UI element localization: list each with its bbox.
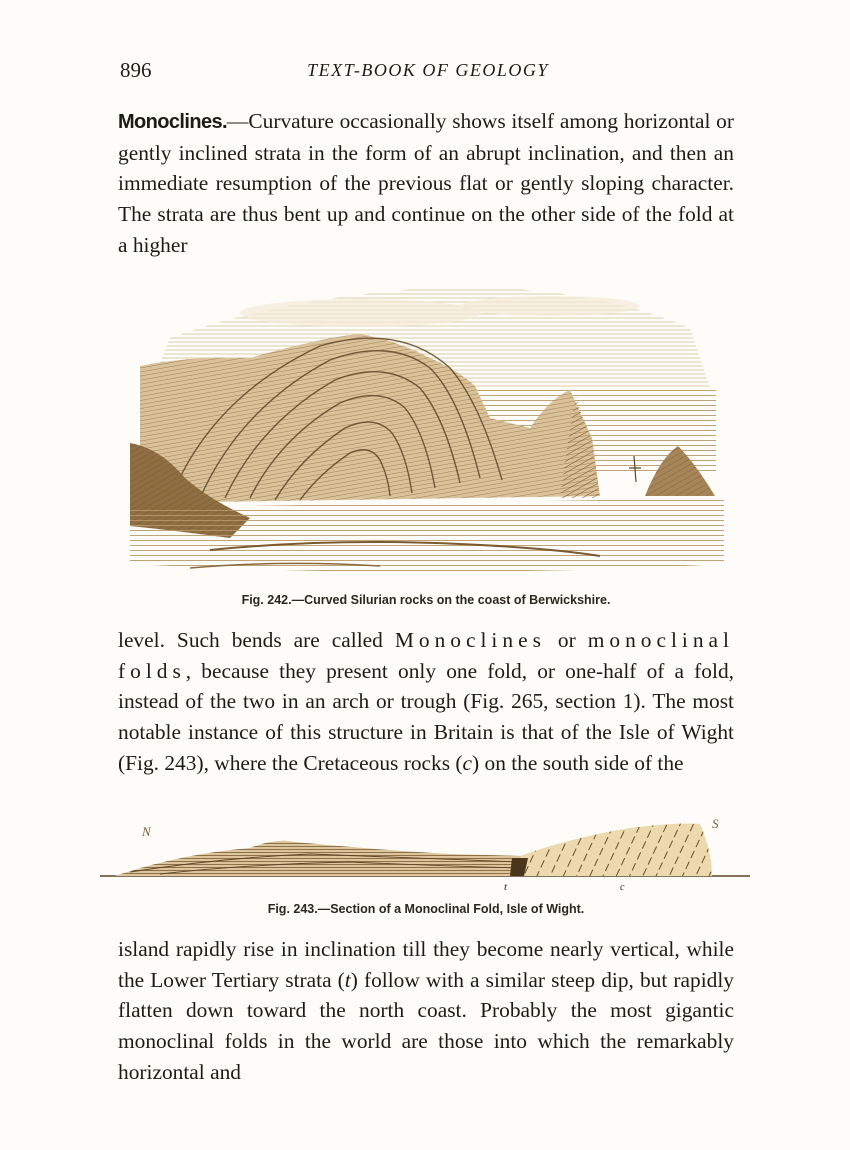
paragraph-text: level. Such bends are called — [118, 628, 395, 652]
paragraph-text: ) on the south side of the — [472, 750, 684, 775]
spaced-term-monoclines: Monoclines — [394, 628, 546, 652]
label-south: S — [712, 816, 719, 831]
italic-letter-c: c — [462, 750, 473, 775]
paragraph-text: or — [545, 628, 588, 652]
figure-242-engraving — [130, 268, 724, 586]
figure-242-caption: Fig. 242.—Curved Silurian rocks on the coast of Berwickshire. — [241, 593, 611, 607]
paragraph-text: —Curvature occasionally shows itself among horizontal or gently inclined strata in the form of an abrupt inclination, and then an immediate resumption of the previous flat or gently sloping character. The strata are thus bent up and continue on the other side of the fold at a higher — [118, 109, 734, 257]
running-head: TEXT-BOOK OF GEOLOGY — [307, 60, 549, 80]
paragraph-text: , because they present only one fold, or one-half of a fold, instead of the two in an arch or trough (Fig. 265, section 1). The most notable instance of this structure in Britain is that of the Isle of Wight (Fig. 243), where the Cretaceous rocks ( — [118, 658, 734, 775]
label-tertiary: t — [504, 881, 508, 892]
paragraph-monocline-definition — [118, 625, 734, 779]
figure-243-section-diagram — [100, 812, 750, 892]
spaced-term-monoclinal-folds: monoclinal folds — [118, 628, 734, 683]
page-header — [118, 58, 738, 88]
paragraph-text: ) follow with a similar steep dip, but rapidly flatten down toward the north coast. Probably the most gigantic monoclinal folds in the world are those into which the remarkably horizontal and — [118, 967, 734, 1084]
section-term-monoclines: Monoclines. — [118, 111, 227, 133]
paragraph-monoclines-intro — [118, 106, 734, 261]
figure-243-caption: Fig. 243.—Section of a Monoclinal Fold, Isle of Wight. — [267, 902, 585, 916]
italic-letter-t: t — [344, 967, 351, 992]
label-north: N — [142, 824, 151, 839]
paragraph-text: island rapidly rise in inclination till they become nearly vertical, while the Lower Tertiary strata ( — [118, 937, 734, 992]
page-number: 896 — [120, 58, 152, 82]
paragraph-isle-of-wight — [118, 934, 734, 1088]
label-cretaceous: c — [620, 882, 625, 892]
